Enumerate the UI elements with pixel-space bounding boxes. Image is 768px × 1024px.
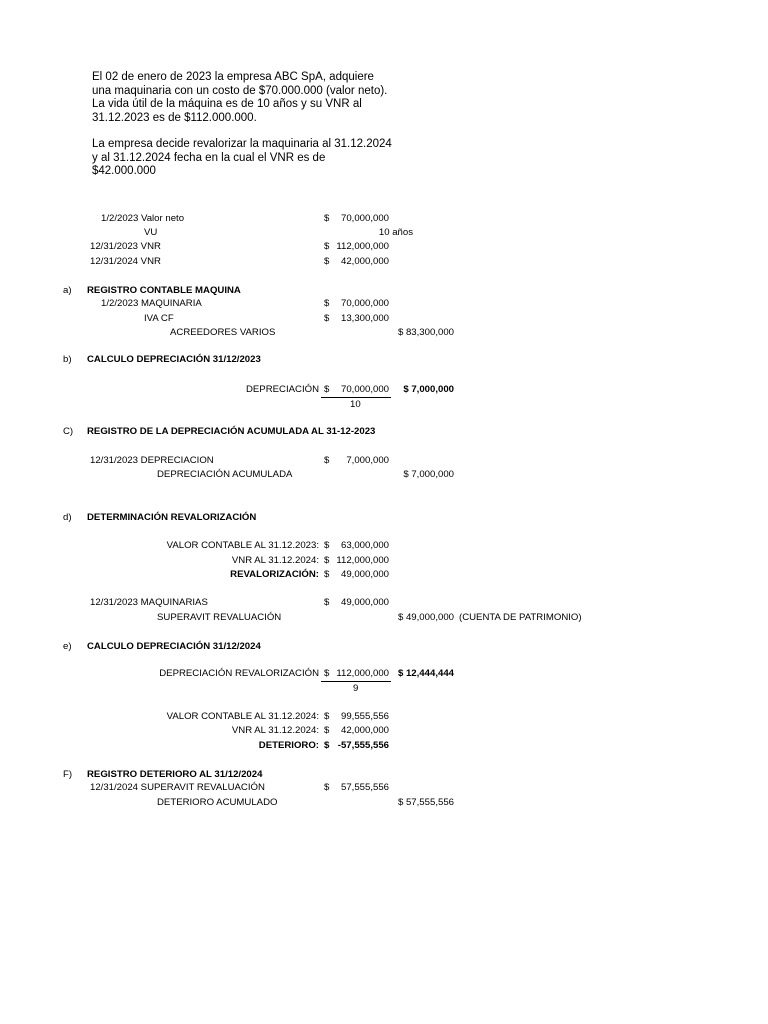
e-dollar: $ <box>324 668 330 679</box>
a-maquinaria-label: 1/2/2023 MAQUINARIA <box>101 298 202 309</box>
section-e-title: CALCULO DEPRECIACIÓN 31/12/2024 <box>87 641 261 652</box>
b-depreciacion-label: DEPRECIACIÓN <box>245 384 319 395</box>
e-vnr-label: VNR AL 31.12.2024: <box>231 725 319 736</box>
f-superavit-label: 12/31/2024 SUPERAVIT REVALUACIÓN <box>90 782 265 793</box>
d-superavit-label: SUPERAVIT REVALUACIÓN <box>157 612 282 623</box>
a-iva-dollar: $ <box>324 313 330 324</box>
d-superavit-credit: $ 49,000,000 <box>397 612 454 623</box>
summary-vnr-2023-value: 112,000,000 <box>336 241 389 252</box>
section-c-title: REGISTRO DE LA DEPRECIACIÓN ACUMULADA AL 31-12-2023 <box>87 426 376 437</box>
f-superavit-dollar: $ <box>324 782 330 793</box>
summary-vnr-2023-dollar: $ <box>324 241 330 252</box>
intro-paragraph-2: La empresa decide revalorizar la maquinaria al 31.12.2024 y al 31.12.2024 fecha en la cual el VNR es de $42.000.000 <box>92 138 392 177</box>
summary-valor-neto-value: 70,000,000 <box>340 213 389 224</box>
c-dep-acumulada-label: DEPRECIACIÓN ACUMULADA <box>157 469 293 480</box>
a-maquinaria-dollar: $ <box>324 298 330 309</box>
summary-vu-label: VU <box>144 227 158 238</box>
e-deterioro-dollar: $ <box>324 740 330 751</box>
a-iva-value: 13,300,000 <box>340 313 389 324</box>
e-numerator: 112,000,000 <box>336 668 389 679</box>
section-b-title: CALCULO DEPRECIACIÓN 31/12/2023 <box>87 354 261 365</box>
e-fraction-line <box>321 681 391 682</box>
section-f-title: REGISTRO DETERIORO AL 31/12/2024 <box>87 769 263 780</box>
d-revalorizacion-dollar: $ <box>324 569 330 580</box>
d-vnr-value: 112,000,000 <box>336 555 389 566</box>
summary-valor-neto-label: 1/2/2023 Valor neto <box>101 213 185 224</box>
d-superavit-note: (CUENTA DE PATRIMONIO) <box>459 612 582 623</box>
d-revalorizacion-label: REVALORIZACIÓN: <box>230 569 319 580</box>
summary-vnr-2024-dollar: $ <box>324 256 330 267</box>
section-d-letter: d) <box>63 512 72 523</box>
d-valor-contable-value: 63,000,000 <box>340 540 389 551</box>
a-acreedores-credit: $ 83,300,000 <box>397 327 454 338</box>
section-c-letter: C) <box>63 426 74 437</box>
section-a-title: REGISTRO CONTABLE MAQUINA <box>87 285 241 296</box>
a-iva-label: IVA CF <box>144 313 174 324</box>
c-dep-acumulada-credit: $ 7,000,000 <box>403 469 454 480</box>
e-vnr-value: 42,000,000 <box>340 725 389 736</box>
e-denominator: 9 <box>353 683 359 694</box>
a-acreedores-label: ACREEDORES VARIOS <box>170 327 276 338</box>
d-revalorizacion-value: 49,000,000 <box>340 569 389 580</box>
b-result: $ 7,000,000 <box>403 384 454 395</box>
section-b-letter: b) <box>63 354 72 365</box>
e-vnr-dollar: $ <box>324 725 330 736</box>
f-deterioro-acumulado-credit: $ 57,555,556 <box>397 797 454 808</box>
summary-vnr-2024-value: 42,000,000 <box>340 256 389 267</box>
d-vnr-dollar: $ <box>324 555 330 566</box>
e-valor-contable-dollar: $ <box>324 711 330 722</box>
e-result: $ 12,444,444 <box>397 668 454 679</box>
b-denominator: 10 <box>350 399 361 410</box>
b-numerator: 70,000,000 <box>340 384 389 395</box>
d-maquinarias-dollar: $ <box>324 597 330 608</box>
b-fraction-line <box>321 397 391 398</box>
e-valor-contable-label: VALOR CONTABLE AL 31.12.2024: <box>166 711 319 722</box>
e-dep-revalorizacion-label: DEPRECIACIÓN REVALORIZACIÓN <box>159 668 319 679</box>
section-a-letter: a) <box>63 285 72 296</box>
f-deterioro-acumulado-label: DETERIORO ACUMULADO <box>157 797 278 808</box>
f-superavit-value: 57,555,556 <box>340 782 389 793</box>
d-valor-contable-label: VALOR CONTABLE AL 31.12.2023: <box>166 540 319 551</box>
d-vnr-label: VNR AL 31.12.2024: <box>231 555 319 566</box>
d-maquinarias-value: 49,000,000 <box>340 597 389 608</box>
section-e-letter: e) <box>63 641 72 652</box>
summary-vnr-2023-label: 12/31/2023 VNR <box>90 241 161 252</box>
intro-text <box>92 71 392 192</box>
b-dollar: $ <box>324 384 330 395</box>
summary-valor-neto-dollar: $ <box>324 213 330 224</box>
d-maquinarias-label: 12/31/2023 MAQUINARIAS <box>90 597 208 608</box>
a-maquinaria-value: 70,000,000 <box>340 298 389 309</box>
summary-vnr-2024-label: 12/31/2024 VNR <box>90 256 161 267</box>
c-depreciacion-value: 7,000,000 <box>346 455 389 466</box>
e-deterioro-label: DETERIORO: <box>258 740 319 751</box>
c-depreciacion-dollar: $ <box>324 455 330 466</box>
intro-paragraph-1: El 02 de enero de 2023 la empresa ABC SpA, adquiere una maquinaria con un costo de $70.000.000 (valor neto). La vida útil de la máquina es de 10 años y su VNR al 31.12.2023 es de $112.000.000. <box>92 71 388 124</box>
d-valor-contable-dollar: $ <box>324 540 330 551</box>
section-f-letter: F) <box>63 769 73 780</box>
section-d-title: DETERMINACIÓN REVALORIZACIÓN <box>87 512 257 523</box>
summary-vu-value: 10 años <box>378 227 413 238</box>
e-valor-contable-value: 99,555,556 <box>340 711 389 722</box>
c-depreciacion-label: 12/31/2023 DEPRECIACION <box>90 455 214 466</box>
e-deterioro-value: -57,555,556 <box>337 740 389 751</box>
